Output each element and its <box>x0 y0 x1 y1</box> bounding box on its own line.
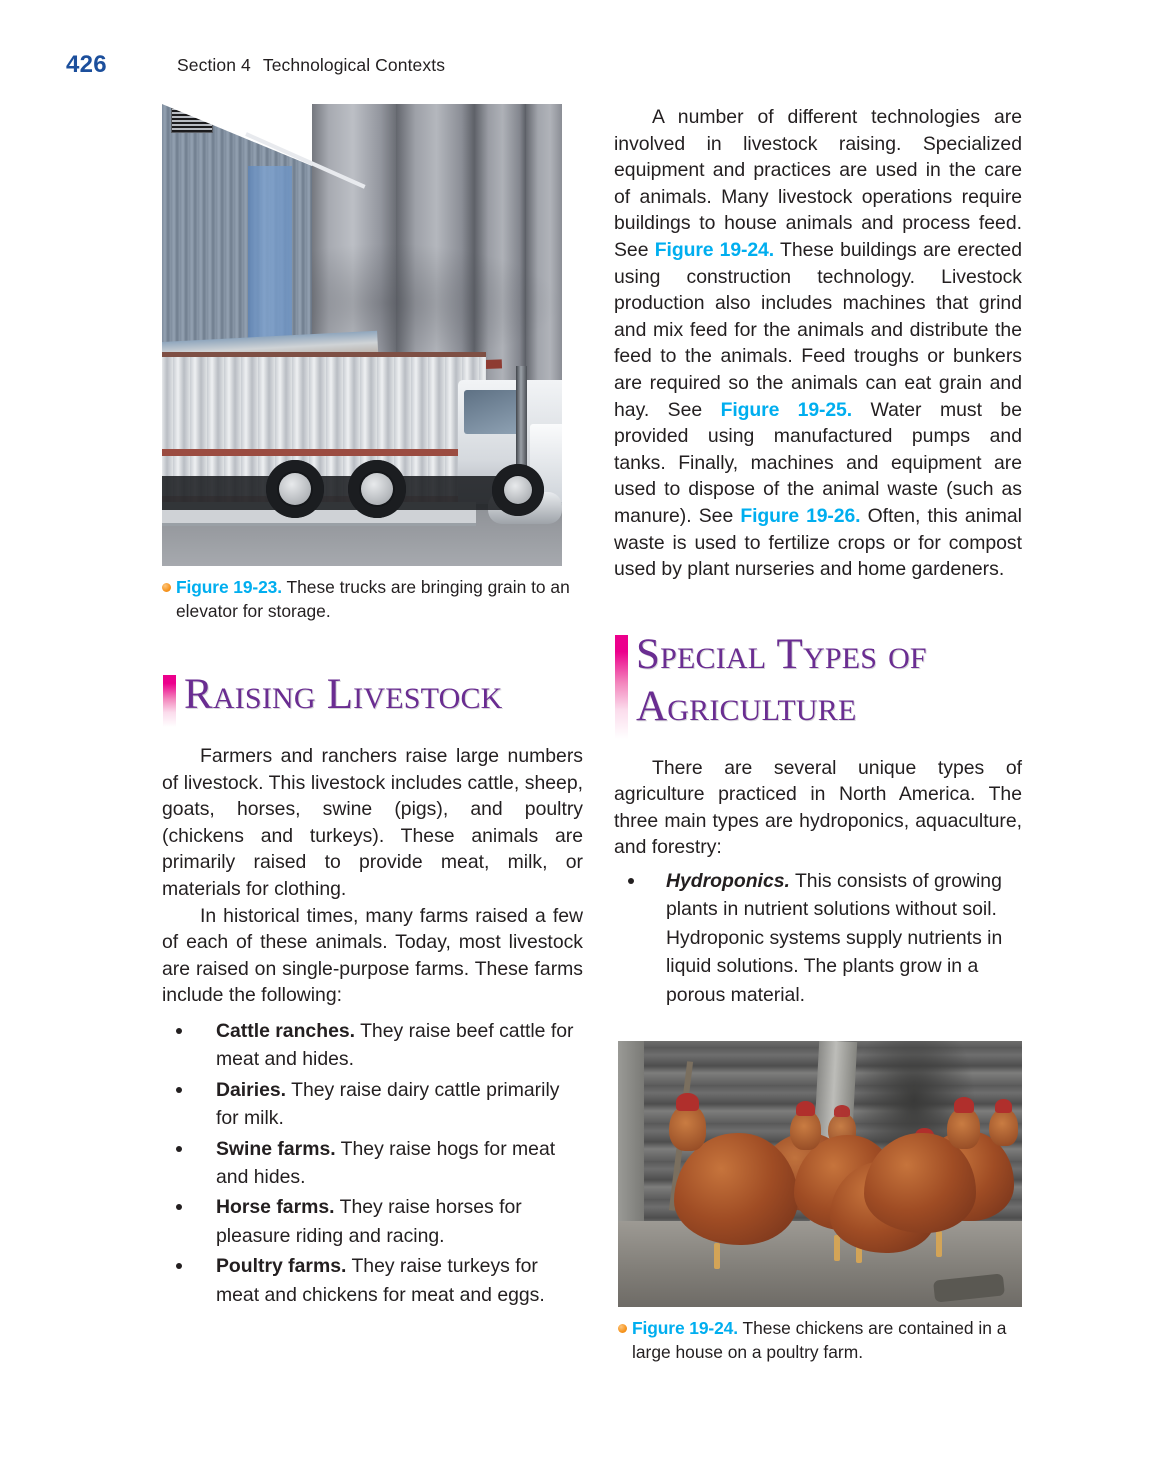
paragraph-special-agriculture: There are several unique types of agriculture practiced in North America. The three main types are hydroponics, aquaculture, and forestry: <box>614 756 1022 859</box>
paragraph-livestock-technologies <box>614 104 1022 583</box>
list-item-term: Cattle ranches. <box>216 1019 356 1042</box>
heading-special-types-of-agriculture <box>614 629 1022 733</box>
figure-19-23 <box>162 104 583 623</box>
running-head <box>0 0 1156 95</box>
right-column <box>614 104 1022 1364</box>
heading-accent-bar <box>615 635 628 739</box>
page-number: 426 <box>66 51 107 78</box>
list-item-text: They raise turkeys for meat and chickens for meat and eggs. <box>216 1255 545 1306</box>
list-item-text: They raise beef cattle for meat and hides. <box>216 1019 574 1071</box>
list-item-term: Swine farms. <box>216 1137 336 1160</box>
list-item <box>162 1076 583 1133</box>
figure-19-23-caption-text: These trucks are bringing grain to an elevator for storage. <box>176 577 570 621</box>
caption-bullet-icon <box>618 1324 627 1333</box>
para-part-3: Water must be provided using manufactured pumps and tanks. Finally, machines and equipment are used to dispose of the animal waste (such as manure). See <box>614 398 1022 527</box>
list-item <box>162 1193 583 1250</box>
para-part-2: These buildings are erected using construction technology. Livestock production also includes machines that grind and mix feed for the animals and distribute the feed to the animals. Feed troughs or bunkers are required so the animals can eat grain and hay. See <box>614 238 1022 421</box>
bullet-icon <box>176 1028 182 1034</box>
list-item <box>162 1135 583 1192</box>
list-item-text: This consists of growing plants in nutrient solutions without soil. Hydroponic systems supply nutrients in liquid solutions. The plants grow in a porous material. <box>666 870 1003 1006</box>
list-item <box>162 1252 583 1309</box>
paragraph-livestock-history: In historical times, many farms raised a few of each of these animals. Today, most livestock are raised on single-purpose farms. These farms include the following: <box>162 904 583 1007</box>
left-column <box>162 104 583 1309</box>
list-item-term: Dairies. <box>216 1078 287 1101</box>
list-item <box>162 1017 583 1074</box>
farm-types-list <box>162 1017 583 1309</box>
list-item-term: Horse farms. <box>216 1196 335 1219</box>
figure-19-23-caption <box>162 576 583 623</box>
list-item-text: They raise horses for pleasure riding and racing. <box>216 1196 522 1247</box>
running-head-section-title: Technological Contexts <box>262 55 446 75</box>
list-item-text: They raise dairy cattle primarily for milk. <box>216 1078 560 1130</box>
figure-reference-19-26: Figure 19-26. <box>740 504 861 527</box>
figure-19-24-caption-text: These chickens are contained in a large house on a poultry farm. <box>632 1318 1007 1362</box>
heading-accent-bar <box>163 675 176 727</box>
bullet-icon <box>176 1087 182 1093</box>
agriculture-types-list <box>614 867 1022 1009</box>
running-head-section: Section 4 <box>177 55 251 75</box>
caption-bullet-icon <box>162 583 171 592</box>
figure-reference-19-24: Figure 19-24. <box>654 238 775 261</box>
list-item-text: They raise hogs for meat and hides. <box>216 1137 556 1188</box>
bullet-icon <box>176 1204 182 1210</box>
heading-special-types-text: Special Types of Agriculture <box>636 630 927 730</box>
figure-reference-19-25: Figure 19-25. <box>720 398 853 421</box>
figure-19-23-label: Figure 19-23. <box>176 577 282 597</box>
list-item <box>614 867 1022 1009</box>
figure-19-24 <box>618 1041 1022 1364</box>
running-head-title <box>177 55 445 76</box>
figure-19-24-caption <box>618 1317 1022 1364</box>
paragraph-livestock-intro: Farmers and ranchers raise large numbers of livestock. This livestock includes cattle, sheep, goats, horses, swine (pigs), and poultry (chickens and turkeys). These animals are primarily raised to provide meat, milk, or materials for clothing. <box>162 745 583 900</box>
bullet-icon <box>628 878 634 884</box>
heading-raising-livestock-text: Raising Livestock <box>184 671 503 718</box>
grain-trucks-at-elevator-photo <box>162 104 562 566</box>
para-part-4: Often, this animal waste is used to fertilize crops or for compost used by plant nurseries and home gardeners. <box>614 504 1022 581</box>
chickens-in-poultry-house-photo <box>618 1041 1022 1307</box>
heading-raising-livestock <box>162 669 583 721</box>
list-item-term: Hydroponics. <box>666 870 790 893</box>
para-part-1: A number of different technologies are involved in livestock raising. Specialized equipment and practices are used in the care of animals. Many livestock operations require buildings to house animals and process feed. See <box>614 106 1022 261</box>
bullet-icon <box>176 1146 182 1152</box>
figure-19-24-label: Figure 19-24. <box>632 1318 738 1339</box>
list-item-term: Poultry farms. <box>216 1255 347 1278</box>
bullet-icon <box>176 1263 182 1269</box>
